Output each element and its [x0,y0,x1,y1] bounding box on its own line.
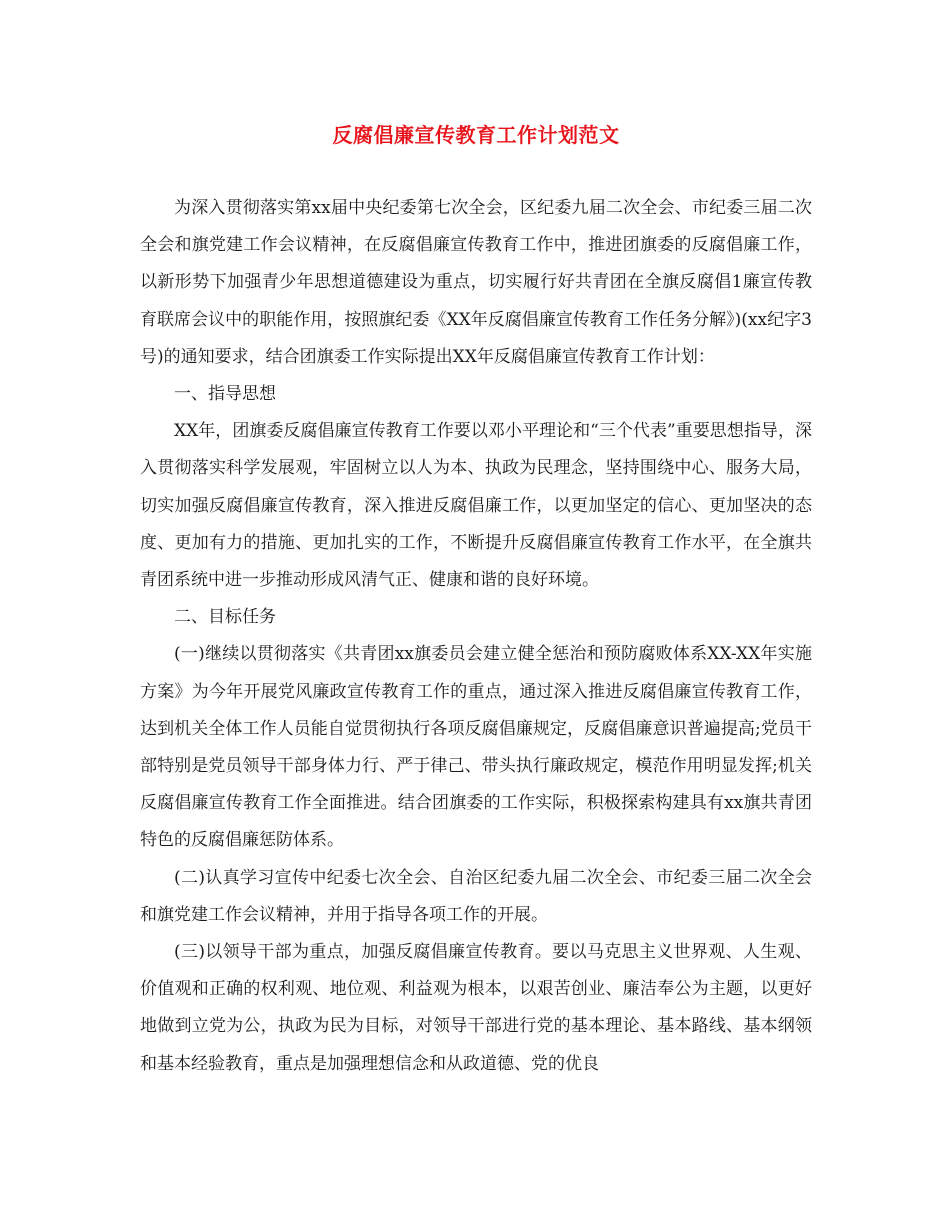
paragraph-intro: 为深入贯彻落实第xx届中央纪委第七次全会，区纪委九届二次全会、市纪委三届二次全会和旗党建工作会议精神，在反腐倡廉宣传教育工作中，推进团旗委的反腐倡廉工作，以新形势下加强青少年思想道德建设为重点，切实履行好共青团在全旗反腐倡1廉宣传教育联席会议中的职能作用，按照旗纪委《XX年反腐倡廉宣传教育工作任务分解》)(xx纪字3号)的通知要求，结合团旗委工作实际提出XX年反腐倡廉宣传教育工作计划： [140,198,812,367]
document-title: 反腐倡廉宣传教育工作计划范文 [332,123,620,147]
section-heading-goals-tasks: 二、目标任务 [174,607,276,628]
paragraph-task-1: (一)继续以贯彻落实《共青团xx旗委员会建立健全惩治和预防腐败体系XX-XX年实施方案》为今年开展党风廉政宣传教育工作的重点，通过深入推进反腐倡廉宣传教育工作，达到机关全体工作人员能自觉贯彻执行各项反腐倡廉规定，反腐倡廉意识普遍提高;党员干部特别是党员领导干部身体力行、严于律己、带头执行廉政规定，模范作用明显发挥;机关反腐倡廉宣传教育工作全面推进。结合团旗委的工作实际，积极探索构建具有xx旗共青团特色的反腐倡廉惩防体系。 [140,644,812,851]
section-heading-guiding-ideology: 一、指导思想 [174,384,276,405]
paragraph-guiding-ideology: XX年，团旗委反腐倡廉宣传教育工作要以邓小平理论和“三个代表”重要思想指导，深入贯彻落实科学发展观，牢固树立以人为本、执政为民理念，坚持围绕中心、服务大局，切实加强反腐倡廉宣传教育，深入推进反腐倡廉工作，以更加坚定的信心、更加坚决的态度、更加有力的措施、更加扎实的工作，不断提升反腐倡廉宣传教育工作水平，在全旗共青团系统中进一步推动形成风清气正、健康和谐的良好环境。 [140,421,812,591]
paragraph-task-3: (三)以领导干部为重点，加强反腐倡廉宣传教育。要以马克思主义世界观、人生观、价值观和正确的权利观、地位观、利益观为根本，以艰苦创业、廉洁奉公为主题，以更好地做到立党为公，执政为民为目标，对领导干部进行党的基本理论、基本路线、基本纲领和基本经验教育，重点是加强理想信念和从政道德、党的优良 [140,942,812,1074]
paragraph-task-2: (二)认真学习宣传中纪委七次全会、自治区纪委九届二次全会、市纪委三届二次全会和旗党建工作会议精神，并用于指导各项工作的开展。 [140,867,812,925]
document-body [140,190,812,1083]
